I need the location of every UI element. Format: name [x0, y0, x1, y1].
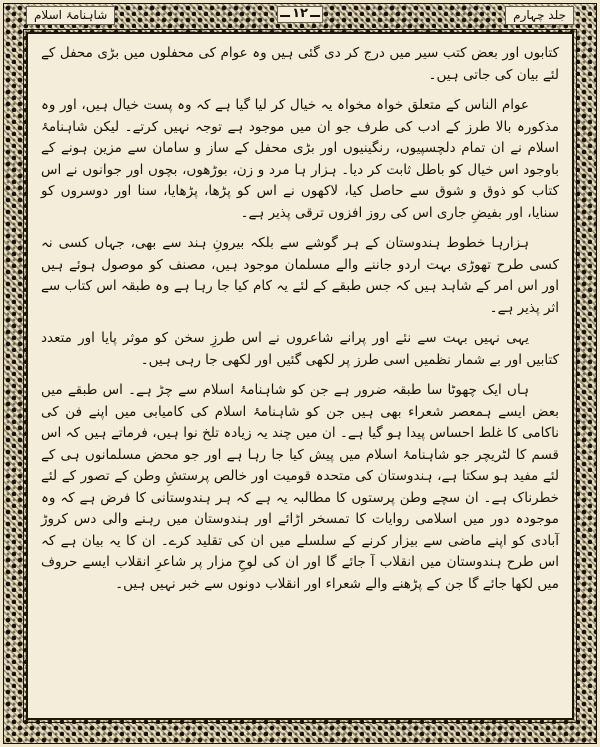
- volume-label: جلد چہارم: [505, 6, 574, 25]
- paragraph: ہزارہا خطوط ہندوستان کے ہر گوشے سے بلکہ بیرونِ ہند سے بھی، جہاں کسی نہ کسی طرح تھوڑی بہت اردو جاننے والے مسلمان موجود ہیں، مصنف کو موصول ہوئے ہیں اور اس امر کے شاہد ہیں کہ جس طبقے کے لئے یہ کام کیا جا رہا ہے وہ طبقہ اس کتاب سے اثر پذیر ہے۔: [41, 235, 559, 316]
- paragraph: ہاں ایک چھوٹا سا طبقہ ضرور ہے جن کو شاہنامۂ اسلام سے چڑ ہے۔ اس طبقے میں بعض ایسے ہمعصر شعراء بھی ہیں جن کو شاہنامۂ اسلام کی کامیابی میں اپنے فن کی ناکامی کا غلط احساس پیدا ہو گیا ہے۔ ان میں چند یہ زیادہ تلخ نوا ہیں، فرماتے ہیں کہ اس قسم کا لٹریچر جو شاہنامۂ اسلام میں پیش کیا جا رہا ہے اور جو محض مسلمانوں ہی کے لئے مفید ہو سکتا ہے، ہندوستان کی متحدہ قومیت اور خالص پرستشِ وطن کے تصور کے لئے خطرناک ہے۔ ان سچے وطن پرستوں کا مطالبہ یہ ہے کہ ہر ہندوستانی کا فرض ہے کہ وہ موجودہ دور میں اسلامی روایات کا تمسخر اڑائے اور ہندوستان میں رہنے والی دس کروڑ آبادی کو اپنے ماضی سے بیزار کرنے کے سلسلے میں ان کی تقلید کرے۔ ان کا یہ بیان ہے کہ اس طرح ہندوستان میں انقلاب آ جائے گا اور ان کی لوحِ مزار پر شاعرِ انقلاب ایسے حروف میں لکھا جائے گا جن کے پڑھنے والے شعراء اور انقلاب دونوں سے خبر نہیں ہیں۔: [41, 382, 559, 592]
- book-title: شاہنامۂ اسلام: [26, 6, 115, 25]
- page-body: [26, 32, 574, 720]
- paragraph: عوام الناس کے متعلق خواہ مخواہ یہ خیال کر لیا گیا ہے کہ وہ پست خیال ہیں، اور وہ مذکورہ بالا طرز کے ادب کی طرف جو ان میں موجود ہے توجہ نہیں کرتے۔ لیکن شاہنامۂ اسلام نے ان تمام دلچسپیوں، رنگینیوں اور بڑی محفل کے ساز و سامان سے مزین ہونے کے باوجود اس خیال کو باطل ثابت کر دیا۔ ہزار ہا مرد و زن، بوڑھوں، بچوں اور جوانوں نے اس کتاب کو ذوق و شوق سے حاصل کیا، لاکھوں نے اس کو پڑھا، پڑھایا، سنا اور دوسروں کو سنایا، اور بفیضِ جاری اس کی روز افزوں ترقی پذیر ہے۔: [41, 97, 559, 221]
- page-number: ۱۲: [277, 6, 323, 23]
- paragraph: یہی نہیں بہت سے نئے اور پرانے شاعروں نے اس طرزِ سخن کو موثر پایا اور متعدد کتابیں اور بے شمار نظمیں اسی طرز پر لکھی گئیں اور لکھی جا رہی ہیں۔: [41, 330, 559, 368]
- paragraph: کتابوں اور بعض کتب سیر میں درج کر دی گئی ہیں وہ عوام کی محفلوں میں بڑی محفل کے لئے بیان کی جاتی ہیں۔: [41, 45, 559, 83]
